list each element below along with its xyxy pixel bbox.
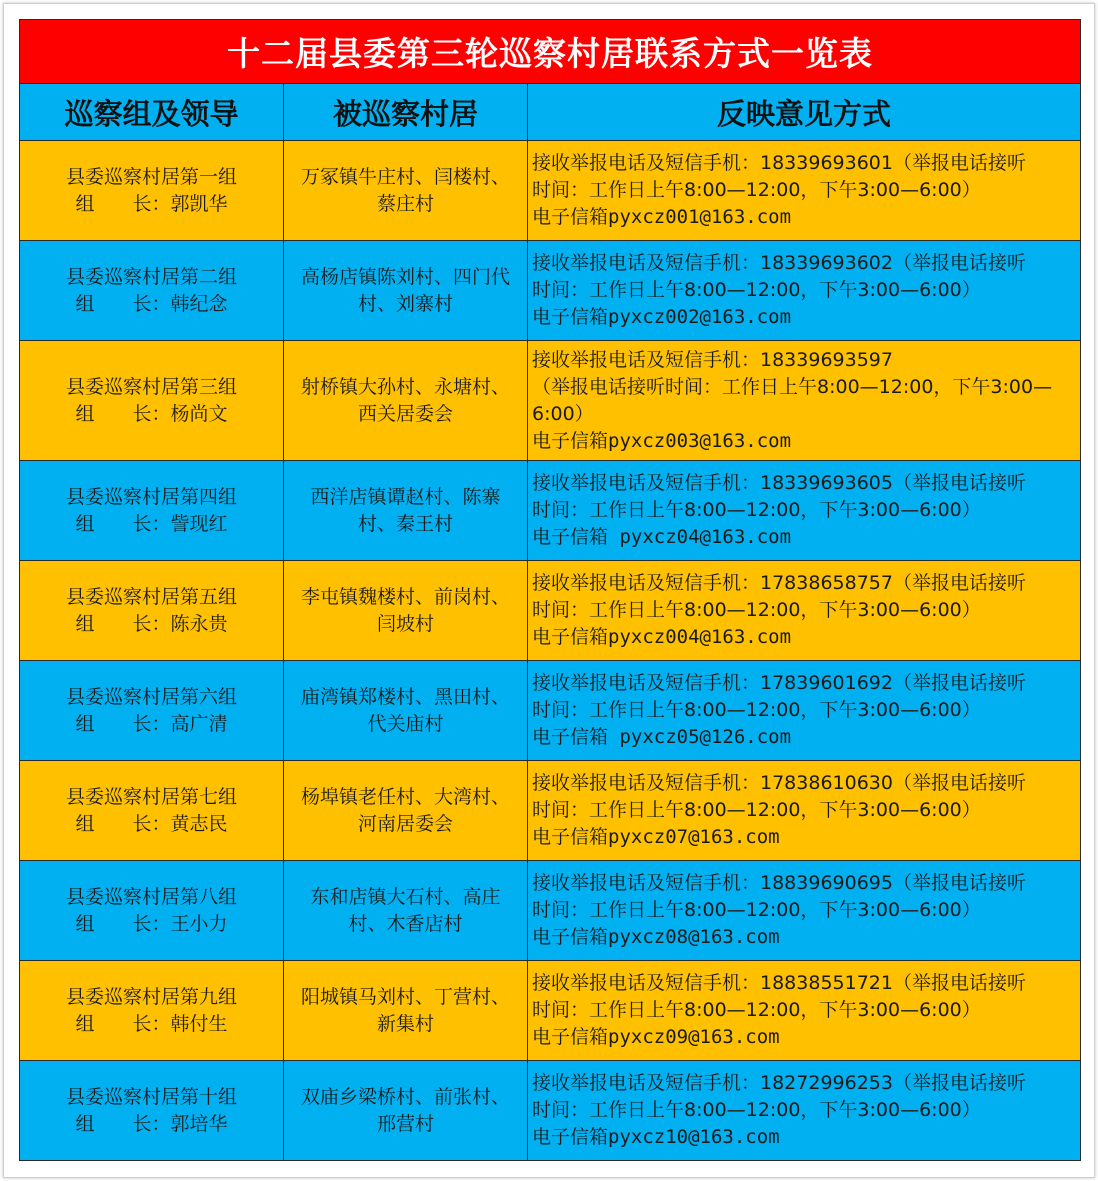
group-cell bbox=[20, 861, 284, 961]
group-cell bbox=[20, 341, 284, 461]
group-name: 县委巡察村居第二组 bbox=[65, 265, 237, 288]
table-row bbox=[20, 561, 1081, 661]
phone-line: 接收举报电话及短信手机：17839601692（举报电话接听 bbox=[532, 672, 1026, 694]
table-row bbox=[20, 141, 1081, 241]
contact-cell bbox=[528, 141, 1081, 241]
group-leader: 组 长：韩付生 bbox=[75, 1012, 228, 1035]
table-row bbox=[20, 661, 1081, 761]
group-name: 县委巡察村居第六组 bbox=[65, 685, 237, 708]
group-name: 县委巡察村居第八组 bbox=[65, 885, 237, 908]
group-cell bbox=[20, 241, 284, 341]
hours-line: 时间：工作日上午8:00—12:00，下午3:00—6:00） bbox=[532, 999, 981, 1021]
contact-cell bbox=[528, 761, 1081, 861]
group-leader: 组 长：高广清 bbox=[75, 712, 228, 735]
email-line: 电子信箱 pyxcz04@163.com bbox=[532, 526, 792, 548]
email-line: 电子信箱pyxcz08@163.com bbox=[532, 926, 780, 948]
table-body bbox=[20, 141, 1081, 1161]
hours-line: 时间：工作日上午8:00—12:00，下午3:00—6:00） bbox=[532, 179, 981, 201]
table-row bbox=[20, 461, 1081, 561]
group-leader: 组 长：韩纪念 bbox=[75, 292, 228, 315]
hours-line: 时间：工作日上午8:00—12:00，下午3:00—6:00） bbox=[532, 1099, 981, 1121]
table-row bbox=[20, 861, 1081, 961]
phone-line: 接收举报电话及短信手机：18838551721（举报电话接听 bbox=[532, 972, 1026, 994]
group-cell bbox=[20, 461, 284, 561]
phone-line: 接收举报电话及短信手机：18339693597 bbox=[532, 348, 893, 371]
village-cell: 双庙乡梁桥村、前张村、邢营村 bbox=[284, 1061, 528, 1161]
contact-cell bbox=[528, 241, 1081, 341]
group-leader: 组 长：黄志民 bbox=[75, 812, 228, 835]
village-cell: 东和店镇大石村、高庄村、木香店村 bbox=[284, 861, 528, 961]
contact-table bbox=[19, 19, 1081, 1161]
email-line: 电子信箱pyxcz004@163.com bbox=[532, 626, 792, 648]
table-row bbox=[20, 761, 1081, 861]
table-row bbox=[20, 341, 1081, 461]
contact-cell bbox=[528, 661, 1081, 761]
hours-line: 时间：工作日上午8:00—12:00，下午3:00—6:00） bbox=[532, 599, 981, 621]
group-cell bbox=[20, 661, 284, 761]
contact-cell bbox=[528, 1061, 1081, 1161]
email-line: 电子信箱pyxcz001@163.com bbox=[532, 206, 792, 228]
email-line: 电子信箱 pyxcz05@126.com bbox=[532, 726, 792, 748]
group-name: 县委巡察村居第十组 bbox=[65, 1085, 237, 1108]
header-contact: 反映意见方式 bbox=[528, 84, 1081, 141]
hours-line: 时间：工作日上午8:00—12:00，下午3:00—6:00） bbox=[532, 899, 981, 921]
village-cell: 庙湾镇郑楼村、黑田村、代关庙村 bbox=[284, 661, 528, 761]
village-cell: 阳城镇马刘村、丁营村、新集村 bbox=[284, 961, 528, 1061]
group-leader: 组 长：杨尚文 bbox=[75, 402, 228, 425]
group-leader: 组 长：訾现红 bbox=[75, 512, 228, 535]
phone-line: 接收举报电话及短信手机：18339693602（举报电话接听 bbox=[532, 252, 1026, 274]
village-cell: 高杨店镇陈刘村、四门代村、刘寨村 bbox=[284, 241, 528, 341]
group-leader: 组 长：郭培华 bbox=[75, 1112, 228, 1135]
group-leader: 组 长：郭凯华 bbox=[75, 192, 228, 215]
phone-line: 接收举报电话及短信手机：18339693605（举报电话接听 bbox=[532, 472, 1026, 494]
table-title: 十二届县委第三轮巡察村居联系方式一览表 bbox=[20, 20, 1081, 84]
phone-line: 接收举报电话及短信手机：17838610630（举报电话接听 bbox=[532, 772, 1026, 794]
table-row bbox=[20, 241, 1081, 341]
email-line: 电子信箱pyxcz003@163.com bbox=[532, 429, 792, 452]
village-cell: 杨埠镇老任村、大湾村、河南居委会 bbox=[284, 761, 528, 861]
group-cell bbox=[20, 141, 284, 241]
phone-line: 接收举报电话及短信手机：18839690695（举报电话接听 bbox=[532, 872, 1026, 894]
hours-line: 时间：工作日上午8:00—12:00，下午3:00—6:00） bbox=[532, 279, 981, 301]
group-leader: 组 长：陈永贵 bbox=[75, 612, 228, 635]
contact-cell bbox=[528, 461, 1081, 561]
village-cell: 射桥镇大孙村、永塘村、西关居委会 bbox=[284, 341, 528, 461]
contact-cell bbox=[528, 861, 1081, 961]
contact-cell bbox=[528, 961, 1081, 1061]
hours-line: （举报电话接听时间：工作日上午8:00—12:00，下午3:00—6:00） bbox=[532, 375, 1053, 425]
group-name: 县委巡察村居第七组 bbox=[65, 785, 237, 808]
group-name: 县委巡察村居第三组 bbox=[65, 375, 237, 398]
village-cell: 万冢镇牛庄村、闫楼村、蔡庄村 bbox=[284, 141, 528, 241]
group-name: 县委巡察村居第四组 bbox=[65, 485, 237, 508]
contact-cell bbox=[528, 341, 1081, 461]
contact-cell bbox=[528, 561, 1081, 661]
email-line: 电子信箱pyxcz07@163.com bbox=[532, 826, 780, 848]
group-name: 县委巡察村居第九组 bbox=[65, 985, 237, 1008]
header-village: 被巡察村居 bbox=[284, 84, 528, 141]
group-name: 县委巡察村居第五组 bbox=[65, 585, 237, 608]
hours-line: 时间：工作日上午8:00—12:00，下午3:00—6:00） bbox=[532, 499, 981, 521]
hours-line: 时间：工作日上午8:00—12:00，下午3:00—6:00） bbox=[532, 799, 981, 821]
email-line: 电子信箱pyxcz09@163.com bbox=[532, 1026, 780, 1048]
phone-line: 接收举报电话及短信手机：18272996253（举报电话接听 bbox=[532, 1072, 1026, 1094]
village-cell: 李屯镇魏楼村、前岗村、闫坡村 bbox=[284, 561, 528, 661]
table-row bbox=[20, 961, 1081, 1061]
header-group: 巡察组及领导 bbox=[20, 84, 284, 141]
group-cell bbox=[20, 1061, 284, 1161]
group-cell bbox=[20, 561, 284, 661]
hours-line: 时间：工作日上午8:00—12:00，下午3:00—6:00） bbox=[532, 699, 981, 721]
group-cell bbox=[20, 961, 284, 1061]
group-cell bbox=[20, 761, 284, 861]
group-name: 县委巡察村居第一组 bbox=[65, 165, 237, 188]
table-row bbox=[20, 1061, 1081, 1161]
phone-line: 接收举报电话及短信手机：18339693601（举报电话接听 bbox=[532, 152, 1026, 174]
group-leader: 组 长：王小力 bbox=[75, 912, 228, 935]
email-line: 电子信箱pyxcz10@163.com bbox=[532, 1126, 780, 1148]
email-line: 电子信箱pyxcz002@163.com bbox=[532, 306, 792, 328]
village-cell: 西洋店镇谭赵村、陈寨村、秦王村 bbox=[284, 461, 528, 561]
phone-line: 接收举报电话及短信手机：17838658757（举报电话接听 bbox=[532, 572, 1026, 594]
